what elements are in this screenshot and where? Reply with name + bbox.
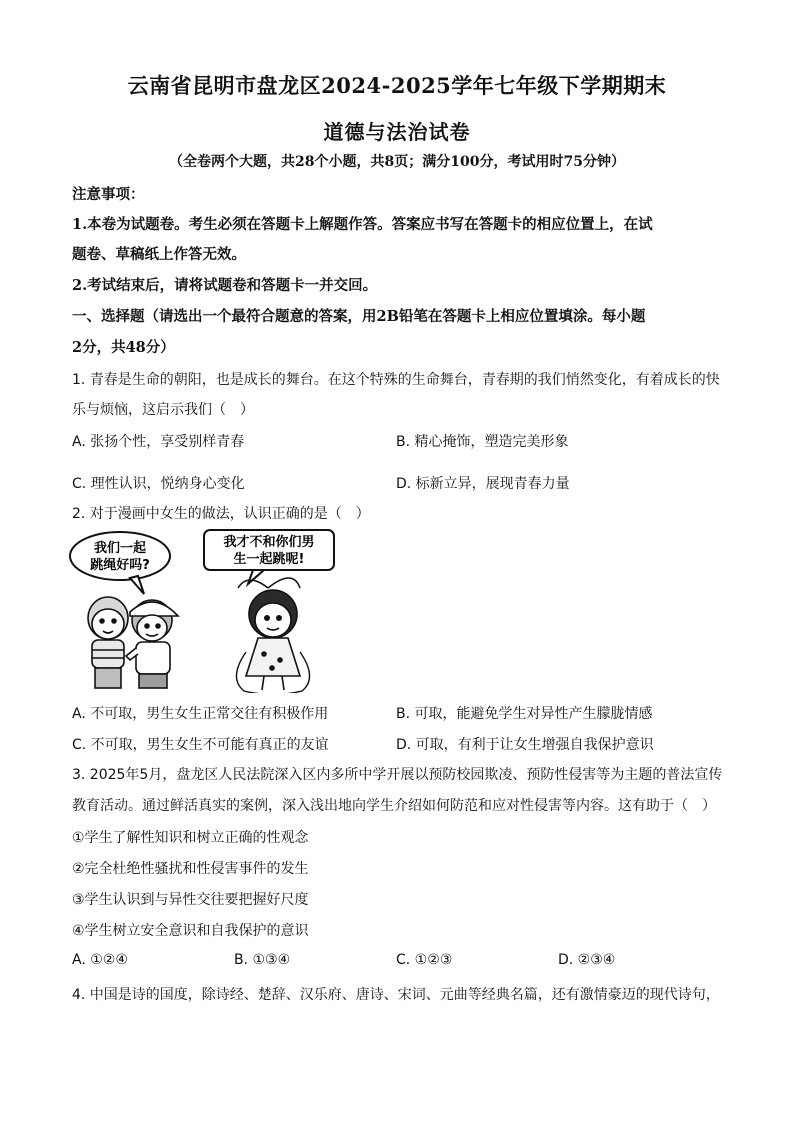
- left-bubble-line2: 跳绳好吗?: [90, 558, 150, 573]
- q1-stem-line2: 乐与烦恼，这启示我们（ ）: [72, 402, 254, 418]
- boy-figure-1: [88, 597, 128, 688]
- cartoon-illustration: [68, 528, 368, 693]
- notes-heading: 注意事项：: [72, 186, 145, 203]
- section1-heading-line2: 2分，共48分）: [72, 339, 175, 356]
- q3-item-4: ④学生树立安全意识和自我保护的意识: [72, 923, 309, 939]
- q1-stem-line1: 1. 青春是生命的朝阳，也是成长的舞台。在这个特殊的生命舞台，青春期的我们悄然变化，有着成长的快: [72, 372, 720, 388]
- exam-title-line1: 云南省昆明市盘龙区2024-2025学年七年级下学期期末: [127, 73, 667, 98]
- q1-option-b[interactable]: B. 精心掩饰，塑造完美形象: [396, 434, 569, 450]
- left-bubble-line1: 我们一起: [93, 541, 147, 556]
- q2-option-a[interactable]: A. 不可取，男生女生正常交往有积极作用: [72, 706, 329, 722]
- q3-stem-line1: 3. 2025年5月，盘龙区人民法院深入区内多所中学开展以预防校园欺凌、预防性侵害等为主题的普法宣传: [72, 767, 723, 783]
- notes-item2: 2.考试结束后，请将试题卷和答题卡一并交回。: [72, 277, 378, 294]
- q3-stem-line2: 教育活动。通过鲜活真实的案例，深入浅出地向学生介绍如何防范和应对性侵害等内容。这有助于（ ）: [72, 798, 716, 814]
- section1-heading-line1: 一、选择题（请选出一个最符合题意的答案，用2B铅笔在答题卡上相应位置填涂。每小题: [72, 308, 646, 325]
- q2-option-c[interactable]: C. 不可取，男生女生不可能有真正的友谊: [72, 737, 329, 753]
- q3-item-3: ③学生认识到与异性交往要把握好尺度: [72, 892, 309, 908]
- q1-option-a[interactable]: A. 张扬个性，享受别样青春: [72, 434, 245, 450]
- q3-option-a[interactable]: A. ①②④: [72, 952, 128, 968]
- notes-item1-line1: 1.本卷为试题卷。考生必须在答题卡上解题作答。答案应书写在答题卡的相应位置上，在试: [72, 216, 653, 233]
- q2-option-d[interactable]: D. 可取，有利于让女生增强自我保护意识: [396, 737, 654, 753]
- right-speech-bubble: [204, 530, 334, 584]
- q2-stem-line1: 2. 对于漫画中女生的做法，认识正确的是（ ）: [72, 506, 370, 522]
- right-bubble-line1: 我才不和你们男: [223, 535, 315, 550]
- q3-option-b[interactable]: B. ①③④: [234, 952, 291, 968]
- boy-figure-2: [126, 600, 178, 688]
- left-speech-bubble: [70, 532, 170, 594]
- q4-stem-line1: 4. 中国是诗的国度，除诗经、楚辞、汉乐府、唐诗、宋词、元曲等经典名篇，还有激情豪迈的现代诗句，: [72, 987, 720, 1003]
- q3-option-d[interactable]: D. ②③④: [558, 952, 616, 968]
- q3-item-1: ①学生了解性知识和树立正确的性观念: [72, 830, 309, 846]
- exam-subtitle: （全卷两个大题，共28个小题，共8页；满分100分，考试用时75分钟）: [169, 154, 625, 170]
- notes-item1-line2: 题卷、草稿纸上作答无效。: [72, 246, 246, 263]
- q3-option-c[interactable]: C. ①②③: [396, 952, 453, 968]
- q1-option-d[interactable]: D. 标新立异，展现青春力量: [396, 476, 570, 492]
- q2-option-b[interactable]: B. 可取，能避免学生对异性产生朦胧情感: [396, 706, 653, 722]
- right-bubble-line2: 生一起跳呢!: [233, 552, 305, 567]
- girl-figure: [236, 578, 309, 693]
- q3-item-2: ②完全杜绝性骚扰和性侵害事件的发生: [72, 861, 309, 877]
- q1-option-c[interactable]: C. 理性认识，悦纳身心变化: [72, 476, 245, 492]
- exam-title-line2: 道德与法治试卷: [323, 120, 471, 144]
